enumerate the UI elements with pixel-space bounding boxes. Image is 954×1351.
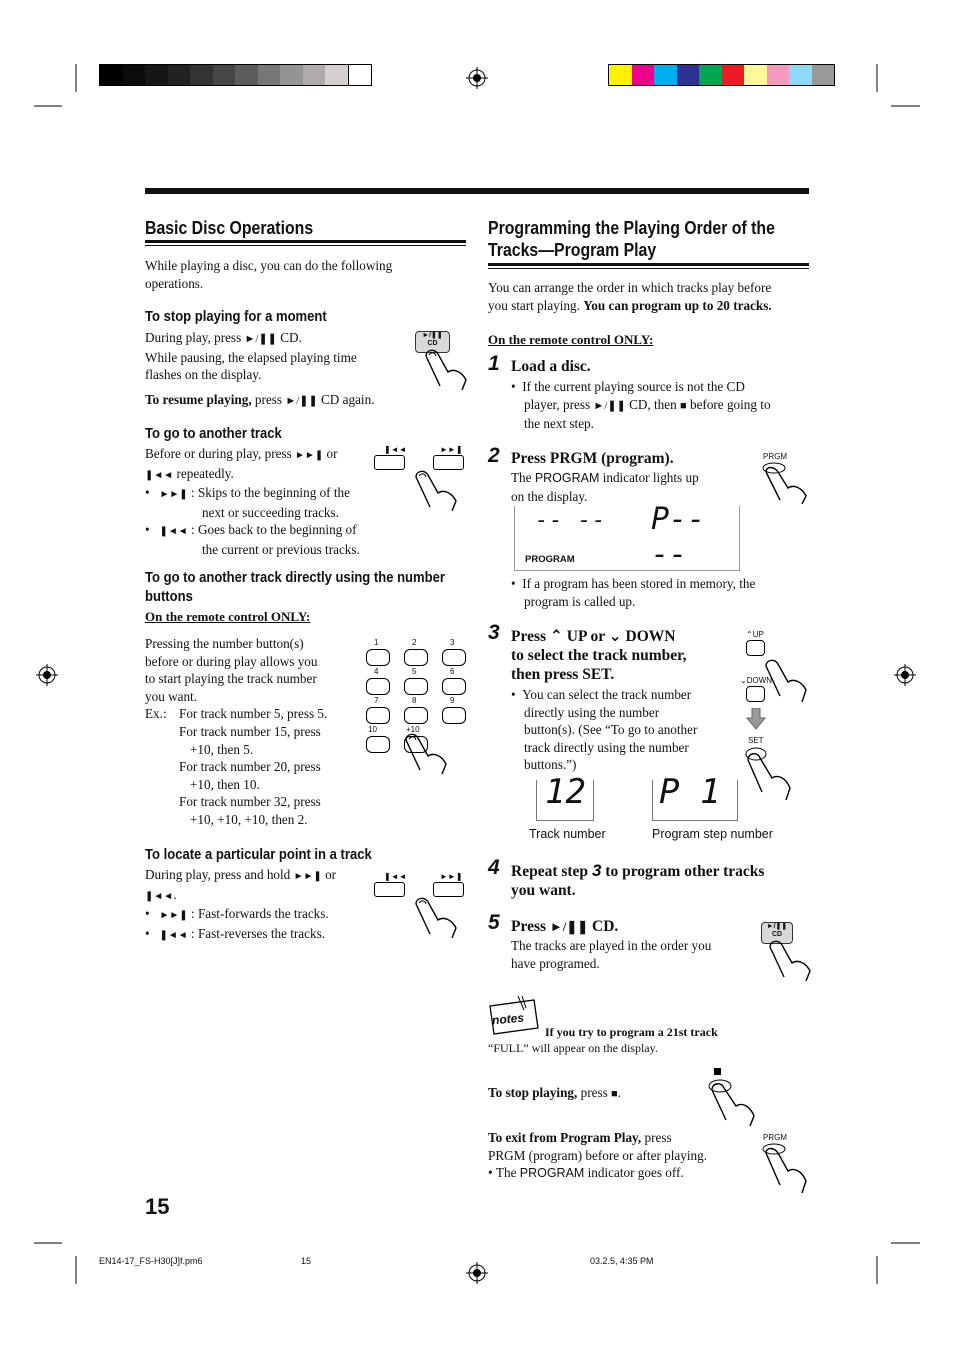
step-2-number: 2 [488,444,500,467]
prgm-button-illustration-2: PRGM [760,1133,812,1193]
up-button [746,640,765,656]
program-intro: You can arrange the order in which tracks play before you start playing. You can program up to 20 tracks. [488,280,772,313]
locate-point-text: During play, press and hold ►►❚ or ❚◄◄. • ►►❚ : Fast-forwards the tracks. • ❚◄◄ : Fast-reverses the tracks. [145,867,337,941]
keypad-button-4 [366,678,390,695]
footer-file: EN14-17_FS-H30[J]f.pm6 [99,1256,203,1266]
stop-playing-text: To stop playing, press ■. [488,1085,621,1100]
stop-button-illustration [704,1066,760,1126]
set-label: SET [748,736,764,745]
step-3-number: 3 [488,621,500,644]
keypad-button-5 [404,678,428,695]
right-title-rule-thin [488,268,809,269]
right-title-rule [488,263,809,266]
keypad-label: 9 [450,696,455,705]
finger-icon [412,467,462,511]
finger-button-icon [706,1078,760,1126]
step-3-text: • You can select the track number directly using the number button(s). (See “To go to another track directly using the number buttons.”) [511,687,698,773]
step-1-text: • If the current playing source is not the CD player, press ►/❚❚ CD, then ■ before going to the next step. [511,379,771,432]
page-number: 15 [145,1194,170,1219]
finger-icon [762,656,812,702]
number-buttons-text: Pressing the number button(s) before or during play allows you to start playing the track number you want. Ex.: For track number 5, press 5. For track number 15, press +10, then 5. For track number 20, press +10, then 10. For track number 32, press +10, +10, +10, then 2. [145,636,328,827]
left-intro: While playing a disc, you can do the following operations. [145,258,393,291]
display-left-digits: -- -- [535,508,607,533]
left-title-rule [145,240,466,243]
another-track-text: Before or during play, press ►►❚ or ❚◄◄ repeatedly. • ►►❚ : Skips to the beginning of the next or succeeding tracks. • ❚◄◄ : Goes back to the beginning of the current or previous tracks. [145,446,360,557]
keypad-label: 5 [412,667,417,676]
arrow-down-icon [746,708,766,730]
finger-icon [422,346,472,390]
program-step-display: P 1 [652,780,738,821]
step-5-title: Press ►/❚❚ CD. [511,918,619,935]
keypad-label: 4 [374,667,379,676]
finger-button-icon [760,462,812,504]
heading-locate-point: To locate a particular point in a track [145,847,372,863]
cd-button-illustration [414,330,470,386]
keypad-label: +10 [406,725,420,734]
footer-date: 03.2.5, 4:35 PM [590,1256,654,1266]
heading-stop-moment: To stop playing for a moment [145,309,327,325]
up-down-set-illustration: ⌃UP ⌄DOWN SET [740,630,812,800]
stop-moment-text: During play, press ►/❚❚ CD. While pausing, the elapsed playing time flashes on the display. [145,330,357,383]
display-program-label: PROGRAM [525,554,575,565]
skip-buttons-illustration [374,445,468,513]
next-label: ►►❚ [440,445,463,454]
step-2-title: Press PRGM (program). [511,450,674,467]
section-title-basic-disc: Basic Disc Operations [145,218,314,238]
step-5-text: The tracks are played in the order you have programed. [511,938,712,971]
prev-label: ❚◄◄ [384,445,407,454]
prev-button [374,455,405,470]
track-number-display: 12 [536,780,594,821]
keypad-label: 8 [412,696,417,705]
step-2-bullet: • If a program has been stored in memory, the program is called up. [511,576,756,609]
finger-icon [766,937,816,981]
program-display [514,502,740,572]
finger-icon [412,894,462,938]
keypad-label: 2 [412,638,417,647]
exit-program-text: To exit from Program Play, press PRGM (program) before or after playing. • The PROGRAM indicator goes off. [488,1130,707,1181]
section-title-program-play: Programming the Playing Order of the Tracks—Program Play [488,218,775,260]
step-4-number: 4 [488,856,500,879]
cd-button-illustration-2 [760,921,816,981]
keypad-button-9 [442,707,466,724]
keypad-button-1 [366,649,390,666]
left-title-rule-thin [145,245,466,246]
skip-buttons-illustration-2: ❚◄◄ ►►❚ [374,872,468,940]
keypad-button-10 [366,736,390,753]
top-rule [145,188,809,194]
cd-button: ►/❚❚ CD [761,922,793,944]
notes-text: “FULL” will appear on the display. [488,1041,658,1055]
finger-button-icon [744,746,796,800]
keypad-button-8 [404,707,428,724]
step-1-title: Load a disc. [511,358,591,375]
resume-text: To resume playing, press ►/❚❚ CD again. [145,392,375,407]
stop-icon [714,1068,721,1075]
program-step-label: Program step number [652,827,773,841]
prgm-button-illustration [760,452,812,502]
keypad-button-7 [366,707,390,724]
step-5-number: 5 [488,911,500,934]
notes-icon: notes [488,996,540,1036]
prgm-label: PRGM [763,452,787,461]
play-pause-glyph: ►/❚❚ [244,333,277,345]
keypad-button-6 [442,678,466,695]
keypad-label: 7 [374,696,379,705]
step-2-text: The PROGRAM indicator lights up on the display. [511,470,699,504]
cd-button: ►/❚❚ CD [415,331,450,353]
keypad-label: 3 [450,638,455,647]
heading-number-buttons: To go to another track directly using the number buttons [145,570,445,605]
prev-button [374,882,405,897]
display-right-digits: P-- -- [651,502,706,572]
footer-page: 15 [301,1256,312,1266]
notes-heading: If you try to program a 21st track [545,1025,718,1039]
step-3-title: Press ⌃ UP or ⌄ DOWN to select the track number, then press SET. [511,628,687,683]
step-1-number: 1 [488,352,500,375]
remote-only-left: On the remote control ONLY: [145,609,311,624]
step-4-title: Repeat step 3 to program other tracks you want. [511,861,765,899]
finger-button-icon [760,1143,812,1193]
keypad-button-3 [442,649,466,666]
number-keypad-illustration [366,638,466,778]
keypad-label: 1 [374,638,379,647]
track-number-label: Track number [529,827,606,841]
keypad-label: 10 [368,725,377,734]
remote-only-right: On the remote control ONLY: [488,332,654,347]
keypad-button-2 [404,649,428,666]
heading-another-track: To go to another track [145,426,282,442]
finger-icon [402,730,452,774]
keypad-label: 6 [450,667,455,676]
